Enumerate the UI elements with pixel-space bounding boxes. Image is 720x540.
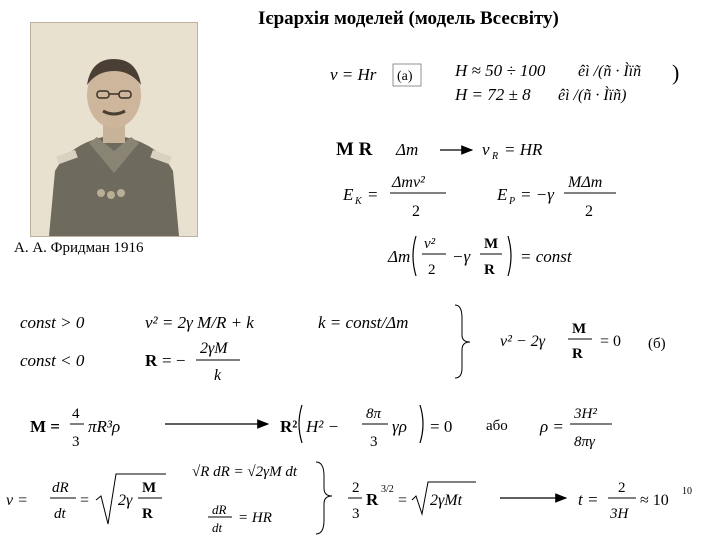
friedmann-three: 3 bbox=[370, 434, 378, 450]
case-negative-eq: = − bbox=[162, 351, 186, 370]
case-negative-r: R bbox=[145, 351, 158, 370]
paren-close-1: ) bbox=[672, 60, 680, 85]
brace-1 bbox=[455, 305, 470, 378]
friedmann-8pi: 8π bbox=[366, 406, 382, 422]
int-three: 3 bbox=[352, 506, 360, 522]
page-title: Ієрархія моделей (модель Всесвіту) bbox=[258, 8, 559, 29]
age-approx: ≈ 10 bbox=[640, 492, 669, 509]
rho-def: ρ = bbox=[540, 417, 564, 436]
vr-def: v = bbox=[6, 492, 28, 509]
int-r: R bbox=[366, 490, 379, 509]
critical-eq: v² − 2γ bbox=[500, 333, 545, 350]
potential-subscript: P bbox=[509, 196, 516, 207]
kinetic-subscript: K bbox=[355, 196, 362, 207]
case-negative: const < 0 bbox=[20, 351, 85, 370]
case-negative-den: k bbox=[214, 367, 222, 384]
velocity-hr: = HR bbox=[504, 140, 543, 159]
sqrt-r: R bbox=[142, 506, 153, 522]
age-3h: 3H bbox=[610, 506, 629, 522]
velocity-r: v bbox=[482, 140, 490, 159]
paren-close-3 bbox=[420, 405, 423, 443]
dt-2: dt bbox=[212, 520, 223, 535]
energy-v2: v² bbox=[424, 236, 436, 252]
rho-num: 3H² bbox=[574, 406, 597, 422]
kinetic-numerator: Δmv² bbox=[392, 174, 425, 191]
case-negative-num: 2γM bbox=[200, 340, 228, 357]
k-definition: k = const/Δm bbox=[318, 313, 409, 332]
friedmann-r2: R² bbox=[280, 417, 298, 436]
int-exp: 3/2 bbox=[381, 484, 394, 495]
energy-minus-gamma: −γ bbox=[452, 247, 471, 266]
photo-caption: А. А. Фридман 1916 bbox=[14, 240, 144, 256]
potential-gamma: = −γ bbox=[520, 185, 554, 204]
int-rhs: 2γMt bbox=[430, 492, 463, 509]
dt: dt bbox=[54, 506, 66, 522]
paren-open-2 bbox=[413, 236, 416, 276]
potential-numerator: MΔm bbox=[568, 174, 603, 191]
energy-r: R bbox=[484, 262, 495, 278]
energy-const: = const bbox=[520, 247, 572, 266]
age-two: 2 bbox=[618, 480, 626, 496]
brace-2 bbox=[316, 462, 332, 534]
label-a: (а) bbox=[397, 69, 413, 84]
kinetic-denominator: 2 bbox=[412, 203, 420, 220]
kinetic-energy: E bbox=[343, 185, 354, 204]
critical-r: R bbox=[572, 346, 583, 362]
mass-four: 4 bbox=[72, 406, 80, 422]
friedmann-zero: = 0 bbox=[430, 417, 453, 436]
hubble-value: H = 72 ± 8 bbox=[455, 85, 531, 104]
mass-three: 3 bbox=[72, 434, 80, 450]
energy-two: 2 bbox=[428, 262, 436, 278]
case-positive: const > 0 bbox=[20, 313, 85, 332]
sqrt-m: M bbox=[142, 480, 157, 496]
mass-def: M = bbox=[30, 417, 60, 436]
case-positive-eq: v² = 2γ M/R + k bbox=[145, 313, 254, 332]
sep-eq: √R dR = √2γM dt bbox=[192, 464, 297, 480]
hubble-unit-1: êì /(ñ · Ìïñ bbox=[578, 63, 642, 80]
potential-denominator: 2 bbox=[585, 203, 593, 220]
energy-dm: Δm bbox=[388, 247, 411, 266]
age-exp: 10 bbox=[682, 486, 692, 497]
dr-dt-hr: = HR bbox=[238, 510, 272, 526]
dr-2: dR bbox=[212, 502, 227, 517]
potential-energy: E bbox=[497, 185, 508, 204]
hubble-unit-2: êì /(ñ · Ìïñ) bbox=[558, 87, 627, 104]
hubble-range: H ≈ 50 ÷ 100 bbox=[455, 61, 546, 80]
age-t: t = bbox=[578, 490, 599, 509]
energy-m: M bbox=[484, 236, 499, 252]
rho-den: 8πγ bbox=[574, 434, 595, 450]
eq-sign-1: = bbox=[368, 185, 378, 204]
critical-m: M bbox=[572, 321, 587, 337]
label-b: (б) bbox=[648, 336, 666, 352]
critical-zero: = 0 bbox=[600, 333, 622, 350]
delta-m: Δm bbox=[396, 140, 419, 159]
velocity-subscript: R bbox=[492, 151, 499, 162]
int-eq-sign: = bbox=[398, 492, 408, 509]
sqrt-2gamma: 2γ bbox=[118, 492, 133, 509]
dr: dR bbox=[52, 480, 69, 496]
int-two: 2 bbox=[352, 480, 360, 496]
paren-close-2 bbox=[508, 236, 511, 276]
label-abo: або bbox=[486, 418, 508, 434]
mass-pi-r3: πR³ρ bbox=[88, 417, 121, 436]
friedmann-h2: H² − bbox=[306, 417, 340, 436]
hubble-law: v = Hr bbox=[330, 65, 377, 84]
vr-eq-sign: = bbox=[80, 492, 90, 509]
paren-open-3 bbox=[299, 405, 302, 443]
mass-radius: M R bbox=[336, 139, 373, 160]
friedmann-gamma-rho: γρ bbox=[392, 417, 407, 436]
